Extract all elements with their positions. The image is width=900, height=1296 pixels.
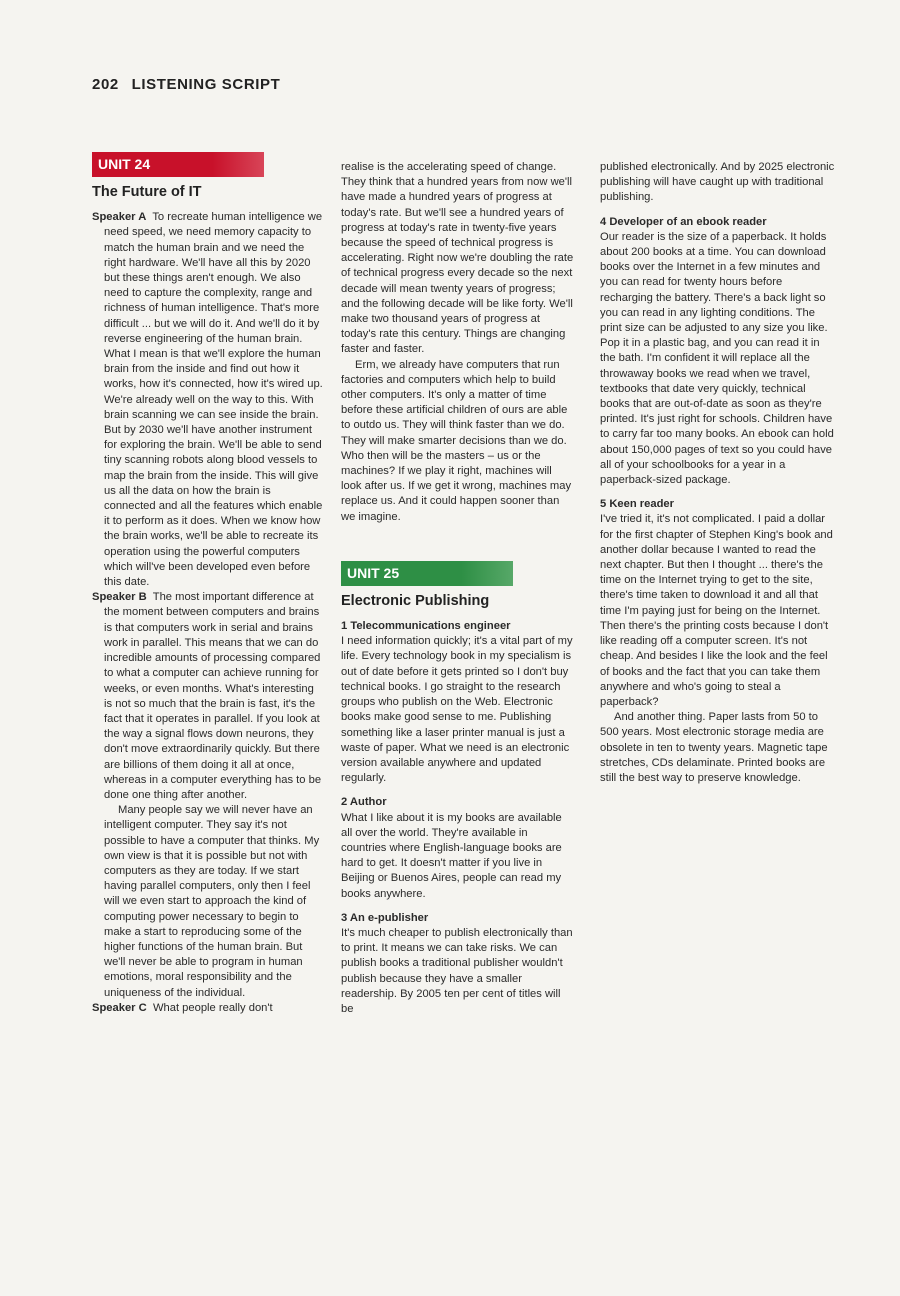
speaker-a-paragraph bbox=[92, 210, 324, 590]
unit-24-title: The Future of IT bbox=[92, 184, 202, 200]
unit-25-banner: UNIT 25 bbox=[341, 561, 513, 586]
speaker-a-label: Speaker A bbox=[92, 211, 147, 224]
speaker-b-text: The most important difference at the moment between computers and brains is that computers work in serial and brains work in parallel. This means that we can do incredible amounts of processing compared to what a computer can achieve running for weeks, or even months. What's interesting is not so much that the brain is fast, it's the fact that it operates in parallel. If you look at the way a signal flows down neurons, they don't move extraordinarily quickly. But there are billions of them doing it all at once, whereas in a computer everything has to be done one thing after another. bbox=[104, 591, 322, 801]
section-5-paragraph-2: And another thing. Paper lasts from 50 to 500 years. Most electronic storage media are obsolete in ten to twenty years. Magnetic tape stretches, CDs delaminate. Printed books are still the best way to preserve knowledge. bbox=[600, 711, 828, 784]
column-1 bbox=[92, 152, 324, 1016]
page-header bbox=[92, 76, 280, 93]
section-2-heading: 2 Author bbox=[341, 796, 387, 809]
speaker-c-text: What people really don't bbox=[152, 1001, 273, 1014]
section-1-text: I need information quickly; it's a vital part of my life. Every technology book in my specialism is out of date before it gets printed so I don't buy technical books. I go straight to the research groups who publish on the Web. Electronic books make good sense to me. Publishing something like a laser printer manual is just a waste of paper. What we need is an electronic version available anywhere and updated regularly. bbox=[341, 635, 573, 785]
section-3-heading: 3 An e-publisher bbox=[341, 911, 429, 924]
column-2 bbox=[341, 160, 575, 1017]
section-3-continued: published electronically. And by 2025 electronic publishing will have caught up with traditional publishing. bbox=[600, 161, 835, 204]
section-4-text: Our reader is the size of a paperback. It holds about 200 books at a time. You can download books over the Internet in a few minutes and you can read for twenty hours before recharging the battery. There's a back light so you can read in any lighting conditions. The print size can be adjusted to any size you like. Pop it in a plastic bag, and you can read it in the bath. I'm confident it will replace all the throwaway books we read when we travel, textbooks that date very quickly, technical books that are out-of-date as soon as they're printed. It's just right for schools. Children have to carry far too many books. An ebook can hold about 150,000 pages of text so you could have all of your schoolbooks for a year in a paperback-sized package. bbox=[600, 230, 834, 487]
section-4-heading: 4 Developer of an ebook reader bbox=[600, 215, 767, 228]
speaker-c-paragraph bbox=[92, 1001, 324, 1016]
speaker-a-text: To recreate human intelligence we need speed, we need memory capacity to match the human brain and we need the right hardware. We'll have all this by 2020 but these things aren't enough. We also need to capture the complexity, range and richness of human intelligence. That's more difficult ... but we will do it. And we'll do it by reverse engineering of the human brain. What I mean is that we'll explore the human brain from the inside and find out how it works, how it's connected, how it's wired up. We're already well on the way to this. With brain scanning we can see inside the brain. But by 2030 we'll have another instrument for exploring the brain. We'll be able to send tiny scanning robots along blood vessels to map the brain from the inside. This will give us all the data on how the brain is connected and all the features which enable it to perform as it does. When we know how the brain works, we'll be able to recreate its operation using the powerful computers which will've been developed even before this date. bbox=[104, 211, 323, 589]
unit-25-title: Electronic Publishing bbox=[341, 592, 490, 609]
speaker-b-label: Speaker B bbox=[92, 591, 147, 604]
section-3-text: It's much cheaper to publish electronically than to print. It means we can take risks. We can publish books a traditional publisher wouldn't publish because they have a smaller readership. By 2005 ten per cent of titles will be bbox=[341, 926, 573, 1015]
page-number: 202 bbox=[92, 76, 119, 93]
page-title: LISTENING SCRIPT bbox=[131, 76, 281, 93]
section-2-text: What I like about it is my books are available all over the world. They're available in countries where English-language books are hard to get. It doesn't matter if you live in Beijing or Buenos Aires, people can read my books anywhere. bbox=[341, 811, 562, 900]
speaker-c-paragraph-2: Erm, we already have computers that run factories and computers which help to build other computers. It's only a matter of time before these artificial children of ours are able to outdo us. They will think faster than we do. They will make smarter decisions than we do. Who then will be the masters – us or the machines? If we play it right, machines will look after us. If we get it wrong, machines may replace us. And it could happen sooner than we imagine. bbox=[341, 358, 572, 523]
unit-24-banner: UNIT 24 bbox=[92, 152, 264, 177]
speaker-c-label: Speaker C bbox=[92, 1001, 147, 1014]
column-3 bbox=[600, 160, 835, 786]
section-1-heading: 1 Telecommunications engineer bbox=[341, 620, 511, 633]
section-5-heading: 5 Keen reader bbox=[600, 498, 675, 511]
section-5-text: I've tried it, it's not complicated. I paid a dollar for the first chapter of Stephen King's book and another dollar because I wanted to read the next chapter. But then I thought ... there's the time on the Internet trying to get to the site, there's time taken to download it and all that time I'm paying just for being on the Internet. Then there's the printing costs because I don't like reading off a computer screen. It's not cheap. And besides I like the look and the feel of books and the fact that you can take them anywhere and who's going to steal a paperback? bbox=[600, 513, 833, 708]
speaker-b-paragraph bbox=[92, 590, 324, 803]
speaker-c-continued: realise is the accelerating speed of change. They think that a hundred years from now we'll have made a hundred years of progress at today's rate. But we'll see a hundred years of progress at today's rate in twenty-five years because the speed of technical progress is accelerating. Right now we're doubling the rate of technical progress every decade so the next decade will mean twenty years of progress; and the following decade will be like forty. We'll make two thousand years of progress at today's rate this century. Things are changing faster and faster. bbox=[341, 161, 574, 356]
speaker-b-paragraph-2: Many people say we will never have an intelligent computer. They say it's not possible to have a computer that thinks. My own view is that it is possible but not with computers as they are today. If we start having parallel computers, only then I feel will we even start to approach the kind of computing power necessary to begin to make a start to reproducing some of the higher functions of the human brain. But we'll never be able to program in human emotions, moral responsibility and the uniqueness of the individual. bbox=[104, 804, 320, 999]
